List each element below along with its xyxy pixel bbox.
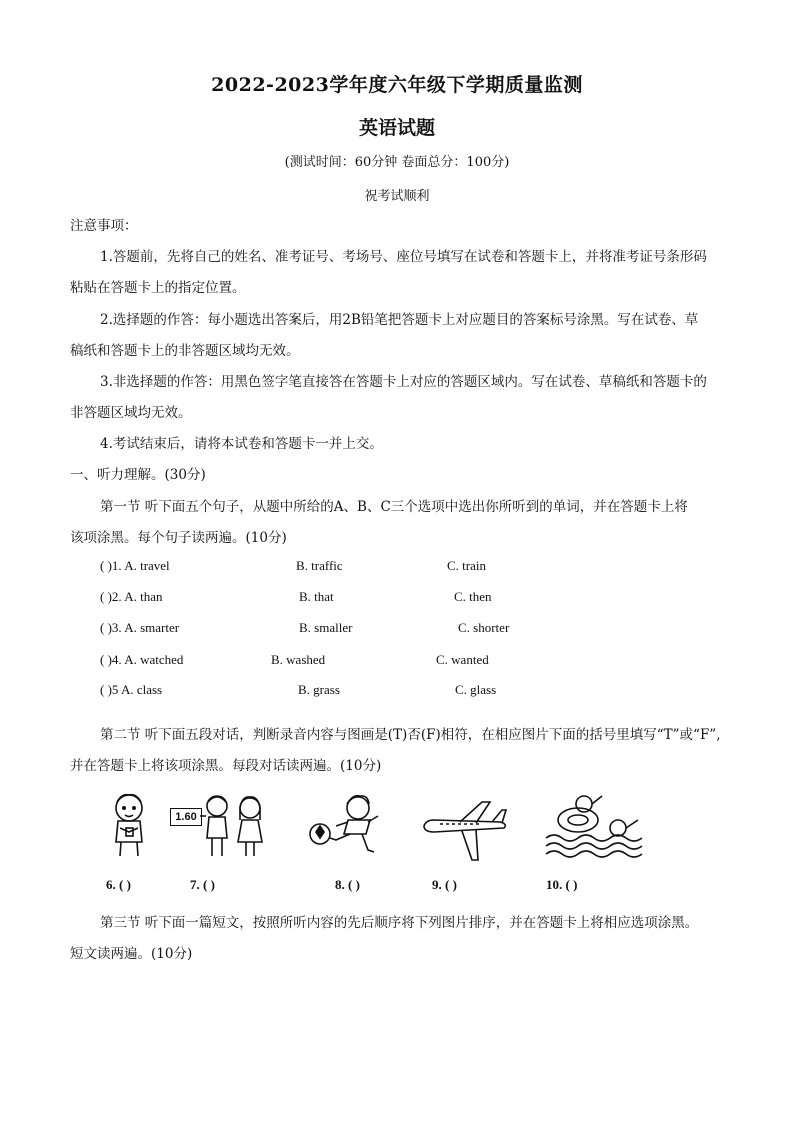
note-line: 2.选择题的作答：每小题选出答案后，用2B铅笔把答题卡上对应题目的答案标号涂黑。写在试卷、草 <box>100 312 699 328</box>
picture-label-10: 10. ( ) <box>546 877 578 892</box>
boy-picture <box>104 790 154 860</box>
note-line: 1.答题前，先将自己的姓名、准考证号、考场号、座位号填写在试卷和答题卡上，并将准考证号条形码 <box>100 249 707 265</box>
swimming-picture <box>544 792 644 860</box>
part1-instruction: 第一节 听下面五个句子，从题中所给的A、B、C三个选项中选出你所听到的单词，并在答题卡上将 <box>100 499 688 515</box>
part2-instruction: 第二节 听下面五段对话，判断录音内容与图画是(T)否(F)相符，在相应图片下面的括号里填写“T”或“F”, <box>100 727 721 743</box>
part2-instruction: 并在答题卡上将该项涂黑。每段对话读两遍。(10分) <box>70 758 382 774</box>
note-line: 非答题区域均无效。 <box>70 405 192 421</box>
subject-title: 英语试题 <box>358 117 435 139</box>
football-picture <box>308 792 388 860</box>
question-1-option-b: B. traffic <box>296 558 343 573</box>
question-4-option-a: ( )4. A. watched <box>100 652 184 667</box>
exam-title: 2022-2023学年度六年级下学期质量监测 <box>211 74 583 96</box>
question-2-option-b: B. that <box>299 589 334 604</box>
question-5-option-a: ( )5 A. class <box>100 682 163 697</box>
height-sign: 1.60 <box>170 808 202 826</box>
question-2-option-a: ( )2. A. than <box>100 589 163 604</box>
question-3-option-a: ( )3. A. smarter <box>100 620 180 635</box>
time-info: (测试时间：60分钟 卷面总分：100分) <box>284 155 510 170</box>
question-4-option-b: B. washed <box>271 652 326 667</box>
question-5-option-b: B. grass <box>298 682 340 697</box>
airplane-picture <box>420 800 510 864</box>
picture-label-6: 6. ( ) <box>106 877 131 892</box>
notes-heading: 注意事项： <box>70 218 138 234</box>
question-1-option-a: ( )1. A. travel <box>100 558 170 573</box>
note-line: 稿纸和答题卡上的非答题区域均无效。 <box>70 343 300 359</box>
part3-instruction: 短文读两遍。(10分) <box>70 946 193 962</box>
part3-instruction: 第三节 听下面一篇短文，按照所听内容的先后顺序将下列图片排序，并在答题卡上将相应选项涂黑。 <box>100 915 699 931</box>
question-4-option-c: C. wanted <box>436 652 489 667</box>
note-line: 4.考试结束后，请将本试卷和答题卡一并上交。 <box>100 436 383 452</box>
question-1-option-c: C. train <box>447 558 486 573</box>
question-2-option-c: C. then <box>454 589 492 604</box>
section-heading: 一、听力理解。(30分) <box>70 467 206 483</box>
note-line: 粘贴在答题卡上的指定位置。 <box>70 280 246 296</box>
question-3-option-c: C. shorter <box>458 620 510 635</box>
good-luck-text: 祝考试顺利 <box>364 189 430 204</box>
two-children-picture <box>200 792 270 860</box>
picture-label-9: 9. ( ) <box>432 877 457 892</box>
question-3-option-b: B. smaller <box>299 620 353 635</box>
part1-instruction: 该项涂黑。每个句子读两遍。(10分) <box>70 530 287 546</box>
note-line: 3.非选择题的作答：用黑色签字笔直接答在答题卡上对应的答题区域内。写在试卷、草稿纸和答题卡的 <box>100 374 707 390</box>
picture-label-8: 8. ( ) <box>335 877 360 892</box>
picture-label-7: 7. ( ) <box>190 877 215 892</box>
question-5-option-c: C. glass <box>455 682 497 697</box>
